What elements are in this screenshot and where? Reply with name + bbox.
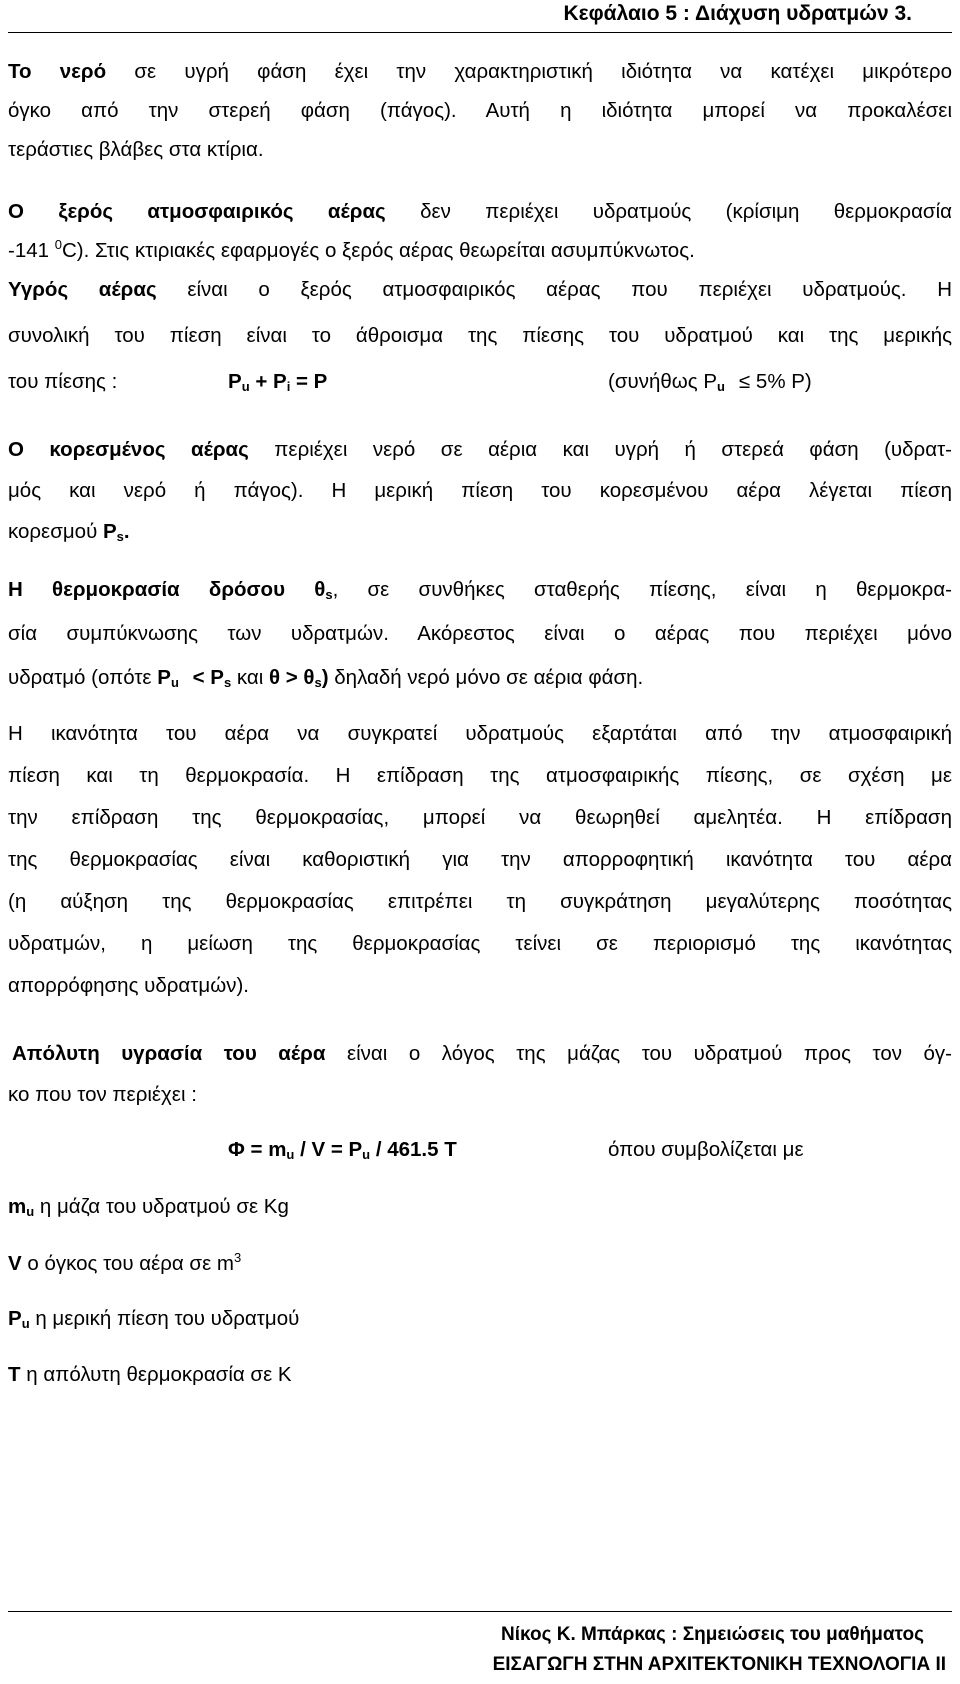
para7-line2: κο που τον περιέχει : xyxy=(8,1083,197,1106)
pressure-note: (συνήθως $P_u \le 5\%$ P) xyxy=(608,370,812,394)
term-absolute-humidity: Απόλυτη υγρασία του αέρα xyxy=(12,1042,326,1065)
def-partial-pressure: $P_u$ η μερική πίεση του υδρατμού xyxy=(8,1307,300,1331)
term-saturated-air: Ο κορεσμένος αέρας xyxy=(8,438,249,461)
formula-note: όπου συμβολίζεται με xyxy=(608,1138,804,1161)
pressure-equation: $P_u + P_i = P$ xyxy=(228,370,328,394)
def-volume: V ο όγκος του αέρα σε $m^3$ xyxy=(8,1250,242,1275)
para5-line2: σία συμπύκνωσης των υδρατμών. Ακόρεστος είναι ο αέρας που περιέχει μόνο xyxy=(8,622,952,645)
header-rule xyxy=(8,32,952,33)
para6-line5: (η αύξηση της θερμοκρασίας επιτρέπει τη συγκράτηση μεγαλύτερης ποσότητας xyxy=(8,890,952,913)
para6-line3: την επίδραση της θερμοκρασίας, μπορεί να θεωρηθεί αμελητέα. Η επίδραση xyxy=(8,806,952,829)
term-humid-air: Υγρός αέρας xyxy=(8,278,157,301)
term-dew-point: Η θερμοκρασία δρόσου $\theta_s$ xyxy=(8,578,333,602)
para6-line2: πίεση και τη θερμοκρασία. Η επίδραση της ατμοσφαιρικής πίεσης, σε σχέση με xyxy=(8,764,952,787)
para1-line1: Το νερό σε υγρή φάση έχει την χαρακτηριστική ιδιότητα να κατέχει μικρότερο xyxy=(8,60,952,83)
para1-line3: τεράστιες βλάβες στα κτίρια. xyxy=(8,138,264,161)
chapter-header: Κεφάλαιο 5 : Διάχυση υδρατμών 3. xyxy=(563,2,912,25)
para6-line4: της θερμοκρασίας είναι καθοριστική για την απορροφητική ικανότητα του αέρα xyxy=(8,848,952,871)
footer-author: Νίκος Κ. Μπάρκας : Σημειώσεις του μαθήματος xyxy=(501,1624,924,1645)
para2-line1: Ο ξερός ατμοσφαιρικός αέρας δεν περιέχει υδρατμούς (κρίσιμη θερμοκρασία xyxy=(8,200,952,223)
para7-line1: Απόλυτη υγρασία του αέρα είναι ο λόγος της μάζας του υδρατμού προς τον όγ- xyxy=(12,1042,952,1065)
def-mass: $m_u$ η μάζα του υδρατμού σε Kg xyxy=(8,1195,289,1219)
humidity-formula: $\Phi = m_u / V = P_u / 461.5$ T xyxy=(228,1138,457,1162)
para5-line1: Η θερμοκρασία δρόσου $\theta_s$, σε συνθήκες σταθερής πίεσης, είναι η θερμοκρα- xyxy=(8,578,952,602)
para6-line6: υδρατμών, η μείωση της θερμοκρασίας τείνει σε περιορισμό της ικανότητας xyxy=(8,932,952,955)
para2-line2: -141 $^0$C). Στις κτιριακές εφαρμογές ο ξερός αέρας θεωρείται ασυμπύκνωτος. xyxy=(8,237,695,262)
para5-line3: υδρατμό (οπότε $P_u < P_s$ και $\theta > \theta_s$) δηλαδή νερό μόνο σε αέρια φάση. xyxy=(8,666,644,690)
term-dry-air: Ο ξερός ατμοσφαιρικός αέρας xyxy=(8,200,386,223)
para6-line1: Η ικανότητα του αέρα να συγκρατεί υδρατμούς εξαρτάται από την ατμοσφαιρική xyxy=(8,722,952,745)
para1-line2: όγκο από την στερεή φάση (πάγος). Αυτή η ιδιότητα μπορεί να προκαλέσει xyxy=(8,99,952,122)
para4-line1: Ο κορεσμένος αέρας περιέχει νερό σε αέρια και υγρή ή στερεά φάση (υδρατ- xyxy=(8,438,952,461)
para4-line3: κορεσμού $P_s$. xyxy=(8,520,130,544)
para3-line2: συνολική του πίεση είναι το άθροισμα της πίεσης του υδρατμού και της μερικής xyxy=(8,324,952,347)
def-temperature: T η απόλυτη θερμοκρασία σε K xyxy=(8,1363,292,1386)
footer-course: ΕΙΣΑΓΩΓΗ ΣΤΗΝ ΑΡΧΙΤΕΚΤΟΝΙΚΗ ΤΕΧΝΟΛΟΓΙΑ ΙΙ xyxy=(492,1654,946,1675)
para3-line1: Υγρός αέρας είναι ο ξερός ατμοσφαιρικός αέρας που περιέχει υδρατμούς. Η xyxy=(8,278,952,301)
footer-rule xyxy=(8,1611,952,1612)
para6-line7: απορρόφησης υδρατμών). xyxy=(8,974,249,997)
para4-line2: μός και νερό ή πάγος). Η μερική πίεση του κορεσμένου αέρα λέγεται πίεση xyxy=(8,479,952,502)
term-water: Το νερό xyxy=(8,60,107,83)
